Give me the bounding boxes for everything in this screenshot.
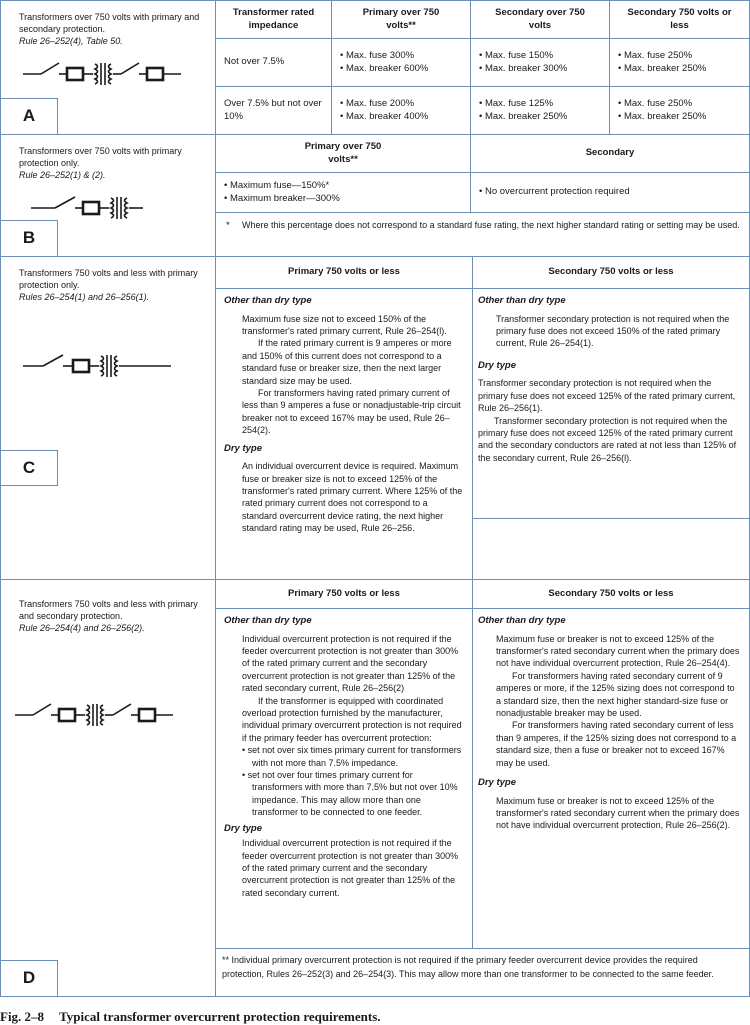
section-d-table [216, 580, 749, 996]
section-d-footnote: ** Individual primary overcurrent protection is not required if the primary feeder overcurrent device provides the required protection, Rules 26–252(3) and 26–254(3). This may allow more than one transformer to be connected to the same feeder. [222, 955, 714, 979]
paragraph: For transformers having rated secondary current of less than 9 amperes, if the 125% sizing does not correspond to a standard size, then a fuse or breaker not to exceed 167% may be used. [496, 720, 737, 768]
subheading-dry-type: Dry type [478, 359, 517, 371]
header-secondary-750-or-less: Secondary 750 volts or less [473, 257, 749, 289]
figure-caption [0, 1008, 750, 1025]
section-c-label: C [1, 450, 58, 486]
section-b [0, 134, 750, 257]
section-d-primary-column [216, 609, 473, 949]
table-row-2-secondary-over-750: • Max. fuse 125% • Max. breaker 250% [471, 87, 610, 134]
paragraph: Maximum fuse or breaker is not to exceed 125% of the transformer's rated secondary current when the primary does not have individual overcurrent protection, Rule 26–254(4). [496, 633, 740, 669]
table-row-2-secondary-750-or-less: • Max. fuse 250% • Max. breaker 250% [618, 97, 707, 122]
section-c-description-panel [1, 257, 216, 579]
table-row-1-secondary-750-or-less: • Max. fuse 250% • Max. breaker 250% [610, 39, 749, 87]
header-impedance: Transformer rated impedance [216, 1, 332, 39]
header-secondary: Secondary [471, 135, 749, 173]
section-a-description-panel [1, 1, 216, 134]
transformer-symbol-primary-protection-icon [21, 193, 191, 223]
section-b-table [216, 135, 749, 256]
table-row-1-primary: • Max. fuse 300% • Max. breaker 600% [332, 39, 471, 87]
transformer-symbol-both-protection-icon [21, 59, 191, 89]
paragraph: For transformers having rated primary current of less than 9 amperes a fuse or nonadjustable-trip circuit breaker not to exceed 167% may be used, Rule 26–254(2). [242, 387, 461, 436]
paragraph: Individual overcurrent protection is not required if the feeder overcurrent protection is not greater than 300% of the rated primary current and the secondary overcurrent protection is not greater than 125% of the rated secondary current. [242, 838, 459, 898]
subheading-dry-type: Dry type [224, 822, 263, 834]
paragraph: Transformer secondary protection is not required when the primary fuse does not exceed 125% of the rated primary current and the secondary conductors are rated at not less than 125% of the secondary current, Rule 26–256(l). [478, 415, 737, 463]
section-a-desc-text: Transformers over 750 volts with primary and secondary protection. [19, 12, 200, 35]
section-c-primary-column [216, 289, 473, 579]
paragraph: Transformer secondary protection is not required when the primary fuse does not exceed 125% of the rated primary current, Rule 26–256(1). [478, 378, 736, 414]
table-row-2-primary: • Max. fuse 200% • Max. breaker 400% [332, 87, 471, 134]
section-b-primary-values: • Maximum fuse—150%* • Maximum breaker—300% [216, 173, 471, 213]
section-a-description [19, 11, 204, 47]
section-b-footnote: * Where this percentage does not correspond to a standard fuse rating, the next higher standard rating or setting may be used. [226, 220, 740, 231]
section-c-secondary-column [473, 289, 749, 519]
section-b-label: B [1, 220, 58, 256]
section-c [0, 256, 750, 580]
paragraph: Transformer secondary protection is not required when the primary fuse does not exceed 150% of the rated primary current, Rule 26–254(1). [496, 313, 730, 349]
header-primary-over-750: Primary over 750 volts** [216, 135, 471, 173]
section-b-description [19, 145, 204, 181]
section-b-desc-text: Transformers over 750 volts with primary protection only. [19, 146, 182, 169]
subheading-other-than-dry-type: Other than dry type [478, 615, 566, 626]
paragraph: If the rated primary current is 9 amperes or more and 150% of this current does not correspond to a standard fuse or breaker size, then the next larger standard size may be used. [242, 338, 452, 386]
section-d-label: D [1, 960, 58, 996]
transformer-symbol-both-protection-icon [13, 700, 183, 730]
section-a-table [216, 1, 749, 134]
table-row-1-impedance: Not over 7.5% [216, 39, 332, 87]
section-c-rule: Rules 26–254(1) and 26–256(1). [19, 292, 150, 303]
paragraph: An individual overcurrent device is required. Maximum fuse or breaker size is not to exceed 125% of the transformer's rated primary current. Where 125% of the rated primary current does not correspond to a standard overcurrent device rating, the next higher standard rating may be used, Rule 26–256. [242, 461, 463, 534]
table-row-2-impedance: Over 7.5% but not over 10% [216, 87, 332, 134]
section-b-description-panel [1, 135, 216, 256]
bullet-item: • set not over four times primary current for transformers with more than 7.5% but not over 10% impedance. This may allow more than one transformer to be connected to one feeder. [242, 770, 458, 818]
section-c-desc-text: Transformers 750 volts and less with primary protection only. [19, 268, 198, 291]
section-a-label: A [1, 98, 58, 134]
header-primary-750-or-less: Primary 750 volts or less [216, 580, 473, 609]
subheading-dry-type: Dry type [224, 442, 263, 454]
section-d-desc-text: Transformers 750 volts and less with primary and secondary protection. [19, 599, 198, 622]
subheading-other-than-dry-type: Other than dry type [478, 295, 566, 306]
section-b-rule: Rule 26–252(1) & (2). [19, 170, 106, 181]
header-secondary-750-or-less: Secondary 750 volts or less [610, 1, 749, 39]
section-c-description [19, 267, 204, 303]
subheading-other-than-dry-type: Other than dry type [224, 295, 312, 306]
header-secondary-750-or-less: Secondary 750 volts or less [473, 580, 749, 609]
subheading-dry-type: Dry type [478, 777, 517, 788]
section-d-secondary-column [473, 609, 749, 949]
header-secondary-over-750: Secondary over 750 volts [471, 1, 610, 39]
subheading-other-than-dry-type: Other than dry type [224, 615, 312, 626]
table-row-1-secondary-over-750: • Max. fuse 150% • Max. breaker 300% [471, 39, 610, 87]
paragraph: Individual overcurrent protection is not required if the feeder overcurrent protection is not greater than 300% of the rated primary current and the secondary overcurrent protection is not greater than 125% of the rated secondary current, Rule 26–256(2) [242, 633, 459, 694]
section-b-secondary-value: • No overcurrent protection required [471, 173, 749, 213]
header-primary-over-750: Primary over 750 volts** [332, 1, 471, 39]
bullet-item: • set not over six times primary current for transformers with not more than 7.5% impedance. [242, 745, 462, 768]
paragraph: Maximum fuse or breaker is not to exceed 125% of the transformer's rated secondary current when the primary does not have individual overcurrent protection, Rule 26–256(2). [496, 795, 740, 831]
figure-title: Typical transformer overcurrent protection requirements. [59, 1009, 381, 1024]
paragraph: If the transformer is equipped with coordinated overload protection furnished by the manufacturer, individual primary overcurrent protection is not required if the primary feeder has overcurrent protection: [242, 695, 462, 743]
section-c-table [216, 257, 749, 579]
section-d-description-panel [1, 580, 216, 996]
section-a [0, 0, 750, 135]
figure-number: Fig. 2–8 [0, 1009, 45, 1024]
section-a-rule: Rule 26–252(4), Table 50. [19, 36, 123, 47]
section-d-description [19, 598, 204, 634]
section-d-rule: Rule 26–254(4) and 26–256(2). [19, 623, 145, 634]
paragraph: For transformers having rated secondary current of 9 amperes or more, if the 125% sizing does not correspond to a standard size, then the next higher standard-size fuse or nonadjustable breaker may be used. [496, 670, 735, 718]
section-d [0, 579, 750, 997]
transformer-symbol-primary-protection-icon [21, 351, 191, 381]
header-primary-750-or-less: Primary 750 volts or less [216, 257, 473, 289]
paragraph: Maximum fuse size not to exceed 150% of the transformer's rated primary current, Rule 26–254(l). [242, 313, 447, 336]
